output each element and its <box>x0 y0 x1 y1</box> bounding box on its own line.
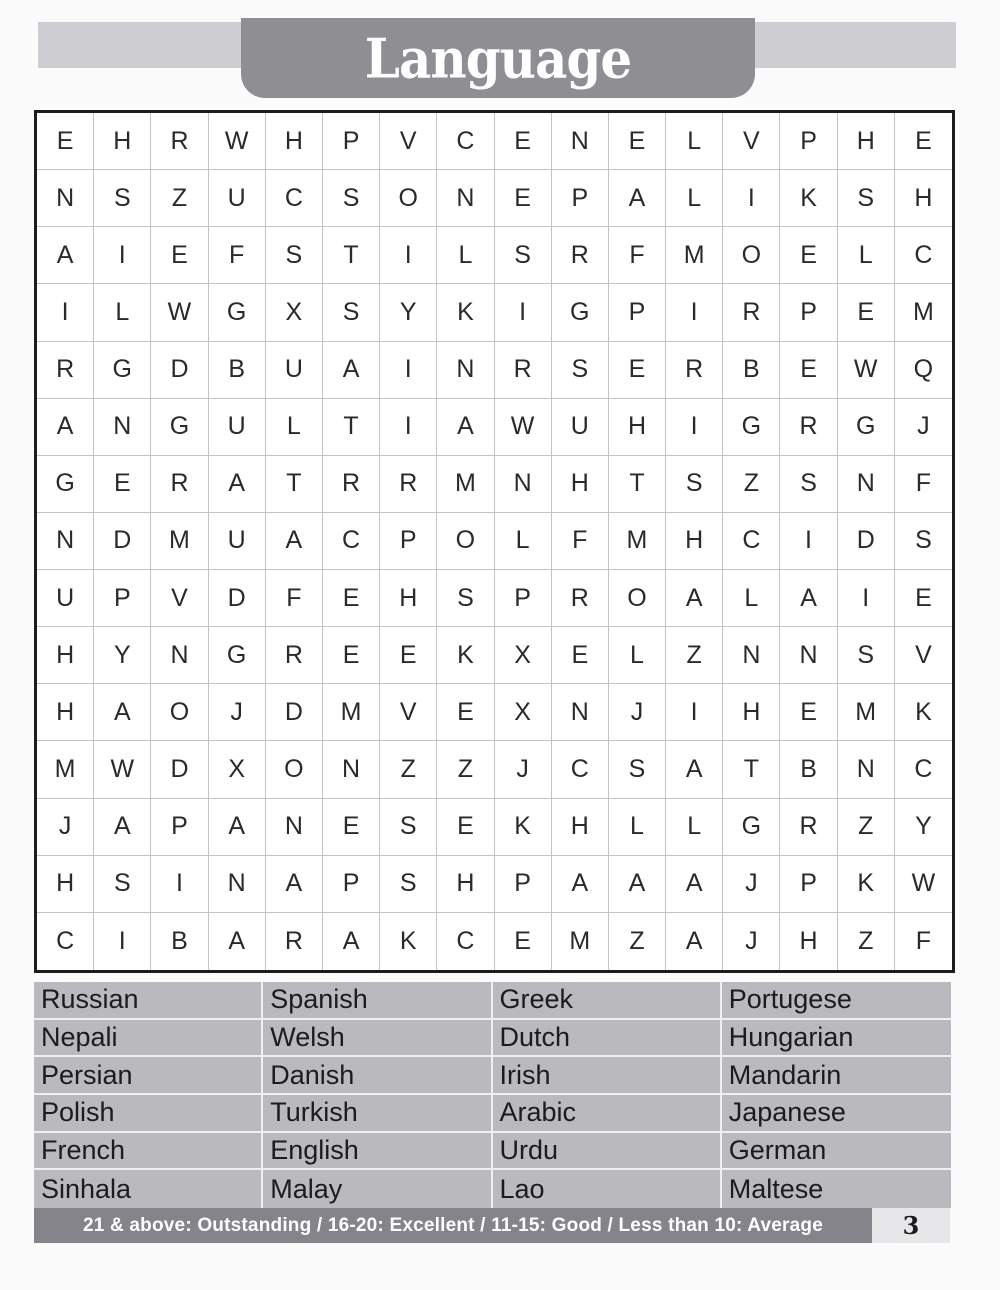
grid-cell[interactable]: H <box>37 856 94 913</box>
grid-cell[interactable]: A <box>37 227 94 284</box>
grid-cell[interactable]: H <box>94 113 151 170</box>
grid-cell[interactable]: H <box>552 799 609 856</box>
page-number: 3 <box>872 1208 950 1243</box>
grid-cell[interactable]: N <box>780 627 837 684</box>
grid-cell[interactable]: F <box>266 570 323 627</box>
grid-cell[interactable]: R <box>37 342 94 399</box>
grid-cell[interactable]: N <box>37 513 94 570</box>
grid-cell[interactable]: M <box>666 227 723 284</box>
grid-cell[interactable]: L <box>838 227 895 284</box>
grid-cell[interactable]: X <box>266 284 323 341</box>
grid-cell[interactable]: B <box>780 741 837 798</box>
grid-cell[interactable]: O <box>723 227 780 284</box>
grid-cell[interactable]: I <box>780 513 837 570</box>
grid-cell[interactable]: P <box>609 284 666 341</box>
grid-cell[interactable]: I <box>380 227 437 284</box>
grid-cell[interactable]: S <box>838 170 895 227</box>
grid-cell[interactable]: A <box>609 170 666 227</box>
grid-cell[interactable]: G <box>37 456 94 513</box>
grid-cell[interactable]: E <box>895 113 952 170</box>
grid-cell[interactable]: I <box>380 399 437 456</box>
grid-cell[interactable]: N <box>323 741 380 798</box>
grid-cell[interactable]: W <box>94 741 151 798</box>
grid-cell[interactable]: S <box>895 513 952 570</box>
grid-cell[interactable]: C <box>895 741 952 798</box>
word-list-item: Arabic <box>493 1095 722 1133</box>
grid-cell[interactable]: E <box>495 913 552 970</box>
grid-cell[interactable]: F <box>552 513 609 570</box>
grid-cell[interactable]: A <box>209 913 266 970</box>
grid-cell[interactable]: K <box>780 170 837 227</box>
grid-cell[interactable]: R <box>552 227 609 284</box>
grid-cell[interactable]: R <box>266 627 323 684</box>
scoring-text: 21 & above: Outstanding / 16-20: Excellent / 11-15: Good / Less than 10: Average <box>83 1214 823 1236</box>
grid-cell[interactable]: E <box>780 227 837 284</box>
grid-cell[interactable]: Z <box>380 741 437 798</box>
grid-cell[interactable]: E <box>323 570 380 627</box>
grid-cell[interactable]: R <box>151 456 208 513</box>
grid-cell[interactable]: I <box>94 913 151 970</box>
grid-cell[interactable]: O <box>380 170 437 227</box>
word-list-item: Spanish <box>263 982 492 1020</box>
grid-cell[interactable]: Y <box>895 799 952 856</box>
grid-cell[interactable]: C <box>723 513 780 570</box>
grid-cell[interactable]: G <box>151 399 208 456</box>
grid-cell[interactable]: I <box>666 684 723 741</box>
grid-cell[interactable]: A <box>780 570 837 627</box>
grid-cell[interactable]: N <box>723 627 780 684</box>
grid-cell[interactable]: X <box>495 627 552 684</box>
grid-cell[interactable]: U <box>209 399 266 456</box>
grid-cell[interactable]: J <box>37 799 94 856</box>
grid-cell[interactable]: H <box>895 170 952 227</box>
word-list-item: Welsh <box>263 1020 492 1058</box>
grid-cell[interactable]: P <box>323 113 380 170</box>
grid-cell[interactable]: S <box>94 170 151 227</box>
grid-cell[interactable]: H <box>380 570 437 627</box>
word-list-item: German <box>722 1133 951 1171</box>
grid-cell[interactable]: I <box>666 284 723 341</box>
grid-cell[interactable]: N <box>151 627 208 684</box>
grid-cell[interactable]: L <box>666 799 723 856</box>
grid-cell[interactable]: T <box>609 456 666 513</box>
grid-cell[interactable]: P <box>495 570 552 627</box>
grid-cell[interactable]: I <box>94 227 151 284</box>
grid-cell[interactable]: Z <box>838 799 895 856</box>
grid-cell[interactable]: C <box>266 170 323 227</box>
grid-cell[interactable]: N <box>37 170 94 227</box>
word-list-item: Mandarin <box>722 1057 951 1095</box>
grid-cell[interactable]: G <box>723 799 780 856</box>
word-list-item: Hungarian <box>722 1020 951 1058</box>
grid-cell[interactable]: D <box>151 741 208 798</box>
grid-cell[interactable]: B <box>151 913 208 970</box>
grid-cell[interactable]: E <box>37 113 94 170</box>
grid-cell[interactable]: N <box>266 799 323 856</box>
grid-cell[interactable]: H <box>37 684 94 741</box>
grid-cell[interactable]: X <box>495 684 552 741</box>
grid-cell[interactable]: L <box>437 227 494 284</box>
grid-cell[interactable]: F <box>915 926 932 955</box>
grid-cell[interactable]: U <box>37 570 94 627</box>
grid-cell[interactable]: S <box>437 570 494 627</box>
grid-cell[interactable]: P <box>151 799 208 856</box>
grid-cell[interactable]: X <box>209 741 266 798</box>
grid-cell[interactable]: W <box>209 113 266 170</box>
grid-cell[interactable]: Z <box>838 913 895 970</box>
grid-cell[interactable]: E <box>437 799 494 856</box>
grid-cell[interactable]: W <box>895 856 952 913</box>
grid-cell[interactable]: B <box>723 342 780 399</box>
grid-cell[interactable]: S <box>552 342 609 399</box>
grid-cell[interactable]: E <box>380 627 437 684</box>
grid-cell[interactable]: G <box>838 399 895 456</box>
grid-cell[interactable]: T <box>323 227 380 284</box>
grid-cell[interactable]: I <box>495 284 552 341</box>
grid-cell[interactable]: L <box>266 399 323 456</box>
grid-cell[interactable]: N <box>838 456 895 513</box>
grid-cell[interactable]: U <box>209 170 266 227</box>
grid-cell[interactable]: W <box>838 342 895 399</box>
grid-cell[interactable]: Y <box>94 627 151 684</box>
grid-cell[interactable]: E <box>437 684 494 741</box>
grid-cell[interactable]: K <box>437 627 494 684</box>
grid-cell[interactable]: O <box>437 513 494 570</box>
grid-cell[interactable]: Z <box>666 627 723 684</box>
word-list-item: Sinhala <box>34 1170 263 1208</box>
grid-cell[interactable]: O <box>151 684 208 741</box>
grid-cell[interactable]: K <box>838 856 895 913</box>
grid-cell[interactable]: E <box>495 170 552 227</box>
grid-cell[interactable]: V <box>380 113 437 170</box>
grid-cell[interactable]: M <box>323 684 380 741</box>
grid-cell[interactable]: V <box>895 627 952 684</box>
title-tab <box>241 18 755 98</box>
grid-cell[interactable]: S <box>609 741 666 798</box>
grid-cell[interactable]: V <box>723 113 780 170</box>
grid-cell[interactable]: A <box>94 799 151 856</box>
grid-cell[interactable]: H <box>780 913 837 970</box>
grid-cell[interactable]: E <box>151 227 208 284</box>
grid-cell[interactable]: A <box>209 456 266 513</box>
grid-cell[interactable]: R <box>780 399 837 456</box>
grid-cell[interactable]: F <box>895 456 952 513</box>
grid-cell[interactable]: M <box>151 513 208 570</box>
grid-cell[interactable]: P <box>780 284 837 341</box>
grid-cell[interactable]: P <box>780 856 837 913</box>
grid-cell[interactable]: N <box>94 399 151 456</box>
grid-cell[interactable]: A <box>323 342 380 399</box>
grid-cell[interactable]: I <box>151 856 208 913</box>
grid-cell[interactable]: J <box>895 399 952 456</box>
grid-cell[interactable]: R <box>723 284 780 341</box>
grid-cell[interactable]: L <box>666 113 723 170</box>
grid-cell[interactable]: E <box>609 342 666 399</box>
grid-cell[interactable]: M <box>609 513 666 570</box>
grid-cell[interactable]: E <box>552 627 609 684</box>
scoring-footer <box>34 1208 872 1243</box>
word-list-item: Greek <box>493 982 722 1020</box>
word-list-item: Lao <box>493 1170 722 1208</box>
grid-cell[interactable]: T <box>266 456 323 513</box>
grid-cell[interactable]: L <box>94 284 151 341</box>
grid-cell[interactable]: D <box>94 513 151 570</box>
grid-cell[interactable]: B <box>209 342 266 399</box>
grid-cell[interactable]: Z <box>723 456 780 513</box>
grid-cell[interactable]: M <box>37 741 94 798</box>
grid-cell[interactable]: I <box>723 170 780 227</box>
word-list-item: Portugese <box>722 982 951 1020</box>
grid-cell[interactable]: I <box>37 284 94 341</box>
word-list-item: Persian <box>34 1057 263 1095</box>
grid-cell[interactable]: P <box>323 856 380 913</box>
grid-cell[interactable]: A <box>666 913 723 970</box>
grid-cell[interactable]: H <box>723 684 780 741</box>
grid-cell[interactable]: N <box>838 741 895 798</box>
grid-cell[interactable]: U <box>209 513 266 570</box>
word-list-item: Maltese <box>728 1173 824 1204</box>
word-list-item: Nepali <box>34 1020 263 1058</box>
grid-cell[interactable]: H <box>609 399 666 456</box>
grid-cell[interactable]: J <box>495 741 552 798</box>
grid-cell[interactable]: O <box>609 570 666 627</box>
grid-cell[interactable]: T <box>723 741 780 798</box>
grid-cell[interactable]: G <box>94 342 151 399</box>
word-list-item: French <box>34 1133 263 1171</box>
word-list-item: Russian <box>34 982 263 1020</box>
grid-cell[interactable]: C <box>895 227 952 284</box>
grid-cell[interactable]: Q <box>895 342 952 399</box>
word-list-item: Malay <box>263 1170 492 1208</box>
grid-cell[interactable]: R <box>266 913 323 970</box>
grid-cell[interactable]: Z <box>151 170 208 227</box>
word-list-item: Japanese <box>722 1095 951 1133</box>
grid-cell[interactable]: M <box>437 456 494 513</box>
grid-cell[interactable]: I <box>666 399 723 456</box>
grid-cell[interactable]: S <box>266 227 323 284</box>
grid-cell[interactable]: A <box>266 856 323 913</box>
grid-cell[interactable]: T <box>323 399 380 456</box>
grid-cell[interactable]: A <box>666 570 723 627</box>
grid-cell[interactable]: G <box>209 284 266 341</box>
grid-cell[interactable]: S <box>94 856 151 913</box>
grid-cell[interactable]: S <box>323 284 380 341</box>
grid-cell[interactable]: M <box>895 284 952 341</box>
grid-cell[interactable]: E <box>895 570 952 627</box>
grid-cell[interactable]: O <box>266 741 323 798</box>
grid-cell[interactable]: R <box>380 456 437 513</box>
word-list-item: Dutch <box>493 1020 722 1058</box>
grid-cell[interactable]: S <box>323 170 380 227</box>
grid-cell[interactable]: Z <box>609 913 666 970</box>
grid-cell[interactable]: P <box>94 570 151 627</box>
grid-cell[interactable]: A <box>666 856 723 913</box>
grid-cell[interactable]: A <box>609 856 666 913</box>
grid-cell[interactable]: E <box>323 799 380 856</box>
grid-cell[interactable]: S <box>780 456 837 513</box>
grid-cell[interactable]: K <box>380 913 437 970</box>
grid-cell[interactable]: L <box>495 513 552 570</box>
grid-cell[interactable]: G <box>723 399 780 456</box>
grid-cell[interactable]: E <box>609 113 666 170</box>
page-title: Language <box>364 26 632 90</box>
grid-cell[interactable]: A <box>323 913 380 970</box>
grid-cell[interactable]: J <box>209 684 266 741</box>
grid-cell[interactable]: A <box>37 399 94 456</box>
grid-cell[interactable]: N <box>437 342 494 399</box>
word-list-item: Irish <box>493 1057 722 1095</box>
grid-cell[interactable]: M <box>552 913 609 970</box>
grid-cell[interactable]: P <box>380 513 437 570</box>
grid-cell[interactable]: E <box>495 113 552 170</box>
grid-cell[interactable]: H <box>266 113 323 170</box>
grid-cell[interactable]: I <box>380 342 437 399</box>
grid-cell[interactable]: F <box>209 227 266 284</box>
grid-cell[interactable]: P <box>552 170 609 227</box>
grid-cell[interactable]: C <box>323 513 380 570</box>
grid-cell[interactable]: H <box>666 513 723 570</box>
grid-cell[interactable]: K <box>437 284 494 341</box>
word-list-item: Polish <box>34 1095 263 1133</box>
grid-cell[interactable]: N <box>209 856 266 913</box>
grid-cell[interactable]: L <box>609 799 666 856</box>
grid-cell[interactable]: M <box>838 684 895 741</box>
grid-cell[interactable]: R <box>552 570 609 627</box>
grid-cell[interactable]: L <box>723 570 780 627</box>
word-list-item: English <box>263 1133 492 1171</box>
grid-cell[interactable]: N <box>437 170 494 227</box>
grid-cell[interactable]: R <box>151 113 208 170</box>
grid-cell[interactable]: H <box>37 627 94 684</box>
grid-cell[interactable]: I <box>838 570 895 627</box>
grid-cell[interactable]: G <box>552 284 609 341</box>
grid-cell[interactable]: H <box>838 113 895 170</box>
grid-cell[interactable]: Y <box>380 284 437 341</box>
grid-cell[interactable]: C <box>437 913 494 970</box>
grid-cell[interactable]: E <box>94 456 151 513</box>
grid-cell[interactable]: S <box>495 227 552 284</box>
grid-cell[interactable]: A <box>209 799 266 856</box>
grid-cell[interactable]: V <box>151 570 208 627</box>
grid-cell[interactable]: U <box>266 342 323 399</box>
grid-cell[interactable]: W <box>151 284 208 341</box>
grid-cell[interactable]: S <box>666 456 723 513</box>
grid-cell[interactable]: J <box>723 856 780 913</box>
grid-cell[interactable]: J <box>609 684 666 741</box>
grid-cell[interactable]: R <box>323 456 380 513</box>
grid-cell[interactable]: R <box>666 342 723 399</box>
grid-cell[interactable]: F <box>609 227 666 284</box>
grid-cell[interactable]: L <box>609 627 666 684</box>
grid-cell[interactable]: A <box>666 741 723 798</box>
grid-cell[interactable]: N <box>552 684 609 741</box>
word-list-item: Urdu <box>493 1133 722 1171</box>
grid-cell[interactable]: N <box>552 113 609 170</box>
grid-cell[interactable]: G <box>209 627 266 684</box>
grid-cell[interactable]: P <box>495 856 552 913</box>
grid-cell[interactable]: R <box>495 342 552 399</box>
grid-cell[interactable]: H <box>552 456 609 513</box>
grid-cell[interactable]: D <box>151 342 208 399</box>
grid-cell[interactable]: V <box>380 684 437 741</box>
grid-cell[interactable]: D <box>838 513 895 570</box>
grid-cell[interactable]: N <box>495 456 552 513</box>
grid-cell[interactable]: C <box>437 113 494 170</box>
grid-cell[interactable]: E <box>780 684 837 741</box>
grid-cell[interactable]: C <box>37 913 94 970</box>
grid-cell[interactable]: A <box>437 399 494 456</box>
grid-cell[interactable]: A <box>94 684 151 741</box>
grid-cell[interactable]: P <box>780 113 837 170</box>
grid-cell[interactable]: Z <box>437 741 494 798</box>
grid-cell[interactable]: K <box>895 684 952 741</box>
grid-cell[interactable]: A <box>266 513 323 570</box>
grid-cell[interactable]: A <box>552 856 609 913</box>
grid-cell[interactable]: D <box>266 684 323 741</box>
word-list-item: Turkish <box>263 1095 492 1133</box>
grid-cell[interactable]: E <box>323 627 380 684</box>
grid-cell[interactable]: U <box>552 399 609 456</box>
grid-cell[interactable]: W <box>495 399 552 456</box>
grid-cell[interactable]: E <box>838 284 895 341</box>
grid-cell[interactable]: H <box>437 856 494 913</box>
grid-cell[interactable]: K <box>495 799 552 856</box>
grid-cell[interactable]: E <box>780 342 837 399</box>
word-list-item: Danish <box>263 1057 492 1095</box>
grid-cell[interactable]: R <box>780 799 837 856</box>
grid-cell[interactable]: L <box>666 170 723 227</box>
grid-cell[interactable]: D <box>209 570 266 627</box>
word-search-grid <box>34 110 955 973</box>
grid-cell[interactable]: S <box>838 627 895 684</box>
grid-cell[interactable]: S <box>380 856 437 913</box>
word-list <box>34 982 951 1208</box>
grid-cell[interactable]: J <box>723 913 780 970</box>
grid-cell[interactable]: S <box>380 799 437 856</box>
grid-cell[interactable]: C <box>552 741 609 798</box>
